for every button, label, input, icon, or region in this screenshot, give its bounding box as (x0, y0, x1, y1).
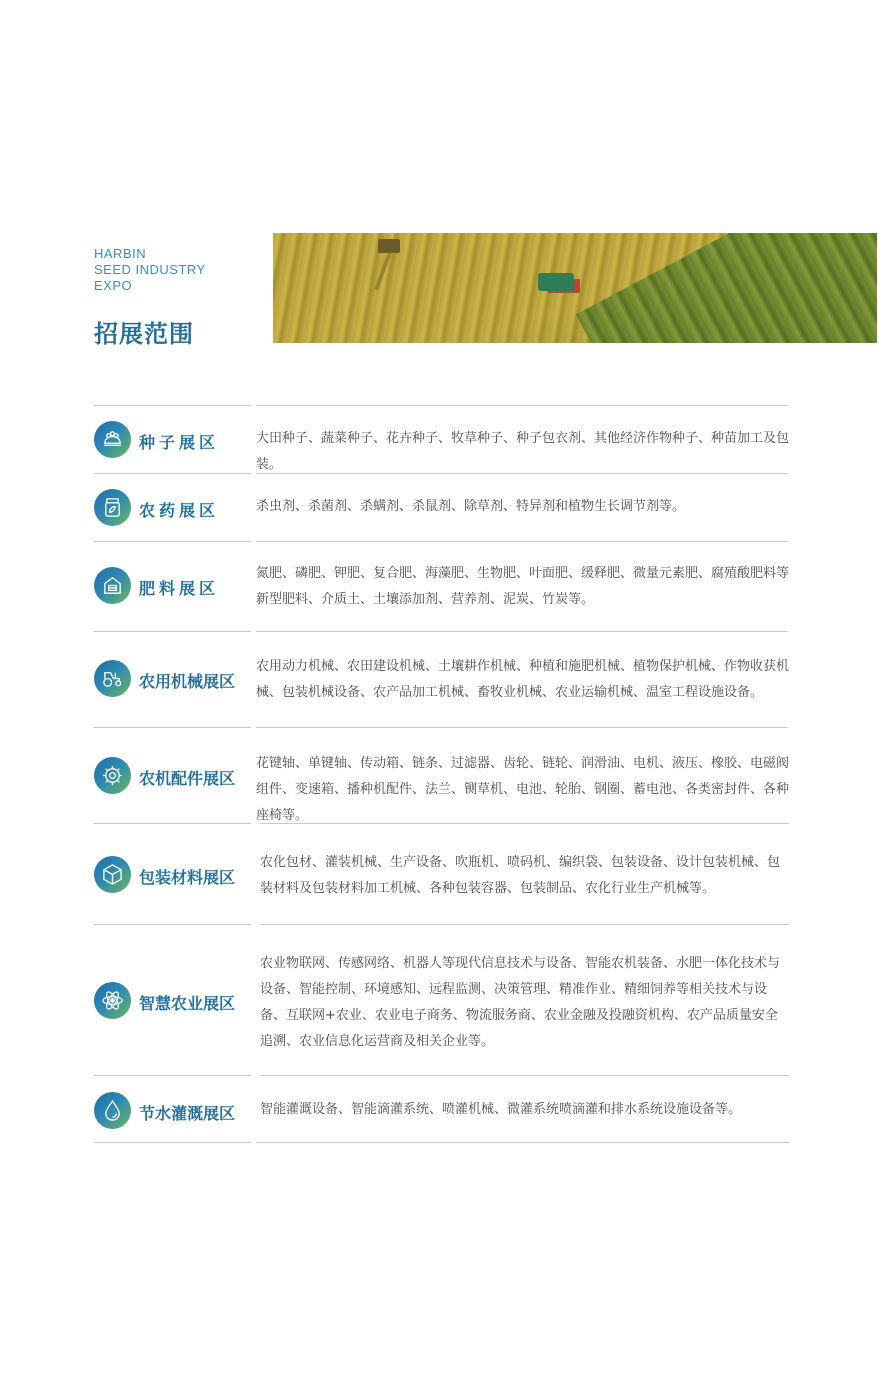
brand-line-3: EXPO (94, 278, 133, 293)
row-divider (94, 727, 251, 728)
category-label: 农机配件展区 (139, 769, 236, 788)
atom-icon (94, 982, 131, 1019)
category-label: 农用机械展区 (139, 672, 236, 691)
category-label: 智慧农业展区 (139, 994, 236, 1013)
seed-bag-icon (94, 421, 131, 458)
row-divider (256, 1142, 789, 1143)
category-label: 节水灌溉展区 (139, 1104, 236, 1123)
category-row-machinery (94, 631, 789, 727)
row-divider (260, 924, 789, 925)
gear-icon (94, 757, 131, 794)
tractor-icon (94, 660, 131, 697)
row-divider (260, 1075, 789, 1076)
row-divider (94, 1075, 251, 1076)
package-box-icon (94, 856, 131, 893)
row-divider (256, 473, 788, 474)
row-divider (94, 405, 251, 406)
category-row-fertilizer (94, 541, 789, 631)
row-divider (94, 1142, 251, 1143)
hero-tractor-near (538, 273, 574, 291)
category-desc: 智能灌溉设备、智能滴灌系统、喷灌机械、微灌系统喷滴灌和排水系统设施设备等。 (260, 1102, 742, 1117)
brand-line-1: HARBIN (94, 246, 147, 261)
hero-green-field (576, 233, 877, 343)
category-label: 种子展区 (139, 433, 220, 452)
row-divider (256, 631, 788, 632)
category-desc: 花键轴、单键轴、传动箱、链条、过滤器、齿轮、链轮、润滑油、电机、液压、橡胶、电磁阀组件、变速箱、播种机配件、法兰、铡草机、电池、轮胎、钢圈、蓄电池、各类密封件、各种座椅等。 (256, 756, 790, 823)
category-row-seed (94, 405, 789, 473)
category-row-smart-agri (94, 924, 789, 1075)
row-divider (260, 823, 789, 824)
row-divider (94, 541, 251, 542)
category-label: 包装材料展区 (139, 868, 236, 887)
category-desc: 农业物联网、传感网络、机器人等现代信息技术与设备、智能农机装备、水肥一体化技术与设备、智能控制、环境感知、远程监测、决策管理、精准作业、精细饲养等相关技术与设备、互联网+农业、农业电子商务、物流服务商、农业金融及投融资机构、农产品质量安全追溯、农业信息化运营商及相关企业等。 (260, 956, 781, 1049)
row-divider (256, 405, 788, 406)
row-divider (256, 541, 788, 542)
row-divider (94, 473, 251, 474)
row-divider (94, 924, 251, 925)
fertilizer-bag-icon (94, 567, 131, 604)
hero-tractor-trail (374, 252, 391, 291)
page-title: 招展范围 (94, 320, 194, 348)
category-desc: 氮肥、磷肥、钾肥、复合肥、海藻肥、生物肥、叶面肥、缓释肥、微量元素肥、腐殖酸肥料等新型肥料、介质土、土壤添加剂、营养剂、泥炭、竹炭等。 (256, 566, 790, 607)
category-desc: 杀虫剂、杀菌剂、杀螨剂、杀鼠剂、除草剂、特异剂和植物生长调节剂等。 (256, 499, 686, 514)
bottom-divider (94, 1142, 789, 1143)
brand-line-2: SEED INDUSTRY (94, 262, 206, 277)
category-row-packaging (94, 823, 789, 924)
brand-block (94, 246, 206, 294)
hero-image (273, 233, 877, 343)
category-row-parts (94, 727, 789, 823)
category-desc: 大田种子、蔬菜种子、花卉种子、牧草种子、种子包衣剂、其他经济作物种子、种苗加工及包装。 (256, 431, 790, 472)
category-desc: 农用动力机械、农田建设机械、土壤耕作机械、种植和施肥机械、植物保护机械、作物收获机械、包装机械设备、农产品加工机械、畜牧业机械、农业运输机械、温室工程设施设备。 (256, 659, 790, 700)
water-drop-icon (94, 1092, 131, 1129)
category-desc: 农化包材、灌装机械、生产设备、吹瓶机、喷码机、编织袋、包装设备、设计包装机械、包装材料及包装材料加工机械、各种包装容器、包装制品、农化行业生产机械等。 (260, 855, 781, 896)
category-label: 肥料展区 (139, 579, 220, 598)
pesticide-bottle-icon (94, 489, 131, 526)
row-divider (94, 631, 251, 632)
category-row-irrigation (94, 1075, 789, 1142)
row-divider (94, 823, 251, 824)
row-divider (256, 727, 788, 728)
hero-tractor-far (378, 239, 400, 253)
category-row-pesticide (94, 473, 789, 541)
category-label: 农药展区 (139, 501, 220, 520)
